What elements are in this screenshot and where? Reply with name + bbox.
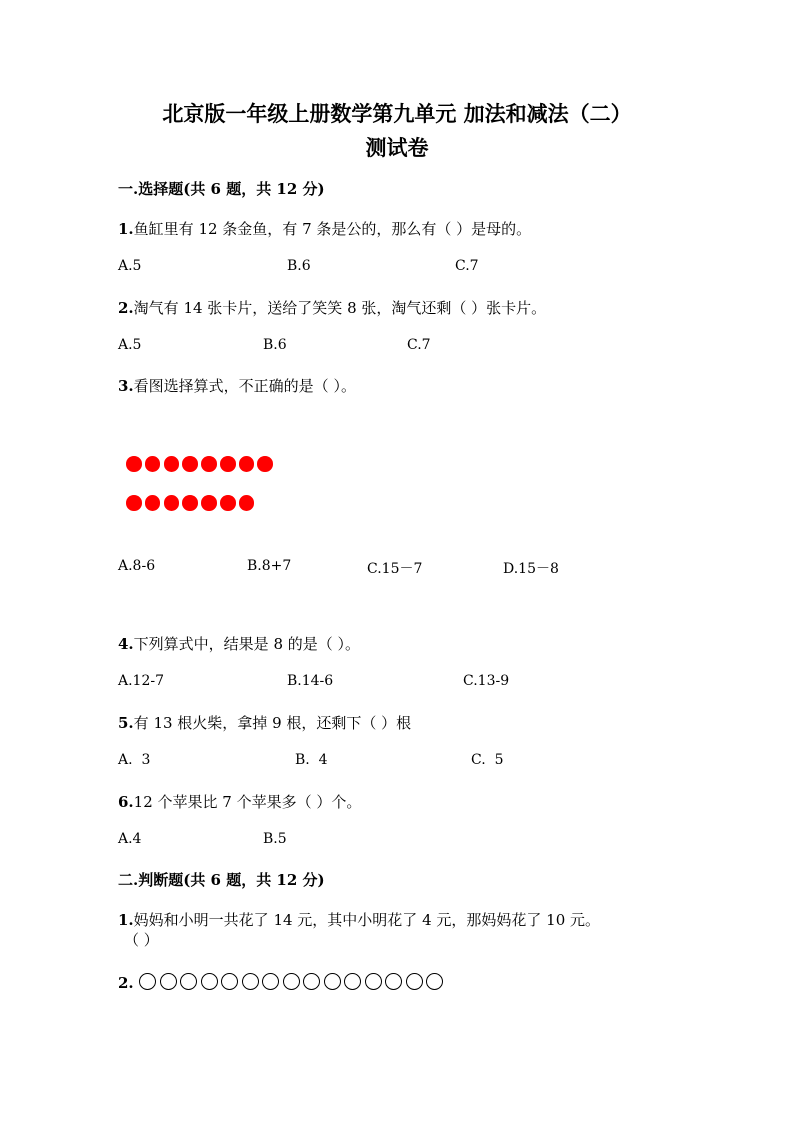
question-3 — [118, 375, 356, 396]
hollow-circle — [160, 973, 177, 990]
option-b[interactable]: B.6 — [263, 337, 287, 353]
hollow-circle — [365, 973, 382, 990]
page-title-line2: 测试卷 — [365, 135, 429, 160]
option-c[interactable]: C. 5 — [471, 752, 504, 768]
question-number: 1. — [118, 911, 134, 929]
question-5 — [118, 712, 411, 733]
question-number: 6. — [118, 793, 134, 811]
option-a[interactable]: A.5 — [118, 258, 142, 274]
dot-row-1 — [126, 456, 273, 472]
question-number: 4. — [118, 635, 134, 653]
judge-question-1 — [118, 909, 600, 930]
option-a[interactable]: A.5 — [118, 337, 142, 353]
question-text: 有 13 根火柴，拿掉 9 根，还剩下（ ）根 — [133, 714, 412, 732]
option-d[interactable]: D.15－8 — [503, 561, 559, 577]
red-dot — [220, 456, 236, 472]
section2-heading: 二.判断题(共 6 题，共 12 分) — [118, 871, 325, 889]
judge-question-2 — [118, 974, 134, 992]
question-4 — [118, 633, 360, 654]
red-dot — [239, 456, 255, 472]
option-b[interactable]: B.14-6 — [287, 673, 334, 689]
option-a[interactable]: A. 3 — [118, 752, 151, 768]
dot-row-2 — [126, 495, 254, 511]
red-dot — [182, 495, 198, 511]
page-title-line1: 北京版一年级上册数学第九单元 加法和减法（二） — [162, 101, 632, 126]
question-text: 12 个苹果比 7 个苹果多（ ）个。 — [133, 793, 362, 811]
question-text: 鱼缸里有 12 条金鱼，有 7 条是公的，那么有（ ）是母的。 — [133, 220, 532, 238]
question-2 — [118, 297, 546, 318]
hollow-circle — [201, 973, 218, 990]
red-dot — [257, 456, 273, 472]
red-dot — [220, 495, 236, 511]
question-number: 3. — [118, 377, 134, 395]
question-6 — [118, 791, 361, 812]
question-1 — [118, 218, 531, 239]
question-number: 2. — [118, 974, 134, 992]
question-text: 淘气有 14 张卡片，送给了笑笑 8 张，淘气还剩（ ）张卡片。 — [133, 299, 547, 317]
option-b[interactable]: B.6 — [287, 258, 311, 274]
question-text: 下列算式中，结果是 8 的是（ ）。 — [133, 635, 361, 653]
hollow-circle — [221, 973, 238, 990]
red-dot — [145, 495, 161, 511]
red-dot — [145, 456, 161, 472]
question-number: 5. — [118, 714, 134, 732]
option-a[interactable]: A.4 — [118, 831, 142, 847]
option-b[interactable]: B.5 — [263, 831, 287, 847]
question-text: 看图选择算式，不正确的是（ ）。 — [133, 377, 356, 395]
option-c[interactable]: C.13-9 — [463, 673, 510, 689]
hollow-circle — [262, 973, 279, 990]
red-dot — [201, 495, 217, 511]
option-c[interactable]: C.15－7 — [367, 561, 423, 577]
hollow-circle — [406, 973, 423, 990]
question-number: 1. — [118, 220, 134, 238]
red-dot — [126, 456, 142, 472]
red-dot — [201, 456, 217, 472]
red-dot — [164, 495, 180, 511]
section1-heading: 一.选择题(共 6 题，共 12 分) — [118, 180, 325, 198]
hollow-circle — [426, 973, 443, 990]
option-c[interactable]: C.7 — [455, 258, 479, 274]
hollow-circle — [242, 973, 259, 990]
hollow-circle — [180, 973, 197, 990]
red-dot — [164, 456, 180, 472]
hollow-circle — [303, 973, 320, 990]
option-a[interactable]: A.8-6 — [118, 558, 156, 574]
option-c[interactable]: C.7 — [407, 337, 431, 353]
circle-row — [139, 973, 443, 990]
hollow-circle — [283, 973, 300, 990]
option-b[interactable]: B. 4 — [295, 752, 328, 768]
red-dot — [126, 495, 142, 511]
red-dot — [182, 456, 198, 472]
question-number: 2. — [118, 299, 134, 317]
option-a[interactable]: A.12-7 — [118, 673, 165, 689]
red-dot — [239, 495, 255, 511]
hollow-circle — [344, 973, 361, 990]
question-text: 妈妈和小明一共花了 14 元，其中小明花了 4 元，那妈妈花了 10 元。 — [133, 911, 601, 929]
hollow-circle — [385, 973, 402, 990]
answer-blank[interactable]: （ ） — [124, 931, 159, 949]
option-b[interactable]: B.8+7 — [247, 558, 292, 574]
hollow-circle — [324, 973, 341, 990]
hollow-circle — [139, 973, 156, 990]
